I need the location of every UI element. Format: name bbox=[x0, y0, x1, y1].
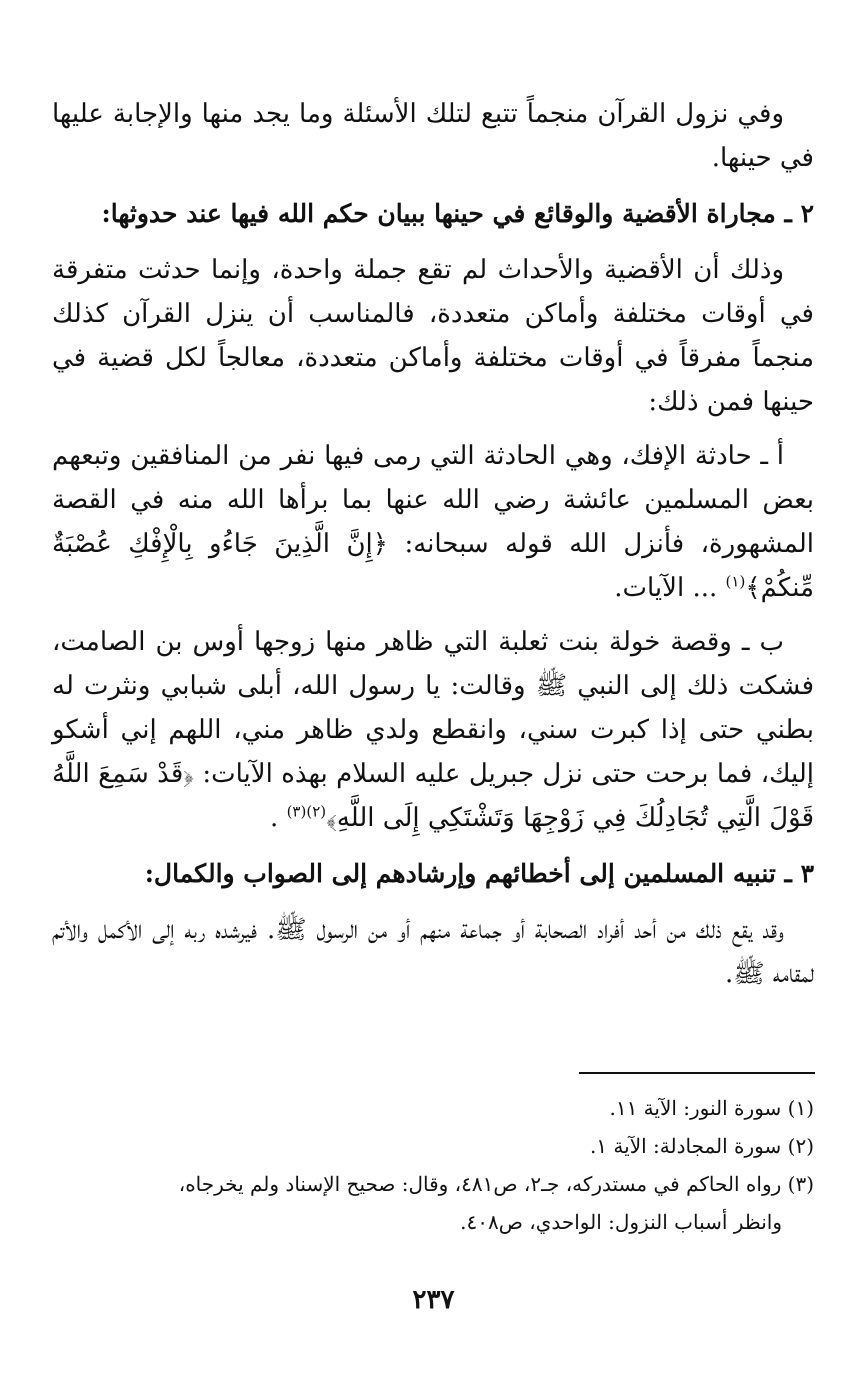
footnote-1: (١) سورة النور: الآية ١١. bbox=[609, 1096, 814, 1120]
quran-verse-ifk: ﴿إِنَّ الَّذِينَ جَاءُو بِالْإِفْكِ عُصْبَةٌ مِّنكُمْ﴾ bbox=[52, 529, 814, 603]
paragraph-intro: وفي نزول القرآن منجماً تتبع لتلك الأسئلة وما يجد منها والإجابة عليها في حينها. bbox=[52, 99, 814, 173]
footnotes bbox=[52, 1090, 814, 1242]
ifk-text: أ ـ حادثة الإفك، وهي الحادثة التي رمى فيها نفر من المنافقين وتبعهم بعض المسلمين عائشة رضي الله عنها بما برأها الله منه في القصة المشهورة، فأنزل الله قوله سبحانه: bbox=[52, 441, 814, 559]
heading-point-3: ٣ ـ تنبيه المسلمين إلى أخطائهم وإرشادهم إلى الصواب والكمال: bbox=[144, 859, 814, 888]
paragraph-ifk bbox=[52, 434, 814, 610]
quran-verse-mujadala: ﴿قَدْ سَمِعَ اللَّهُ قَوْلَ الَّتِي تُجَادِلُكَ فِي زَوْجِهَا وَتَشْتَكِي إِلَى اللَّهِ﴾ bbox=[52, 759, 814, 833]
footnote-divider bbox=[579, 1072, 815, 1074]
footnote-ref-1: (١) bbox=[725, 572, 746, 591]
footnote-ref-2-3: (٢)(٣) bbox=[286, 802, 327, 821]
page-number: ٢٣٧ bbox=[412, 1285, 455, 1315]
khawla-end: . bbox=[270, 803, 279, 833]
footnote-3: (٣) رواه الحاكم في مستدركه، جـ٢، ص٤٨١، وقال: صحيح الإسناد ولم يخرجاه، bbox=[178, 1172, 814, 1196]
footnote-3-continued: وانظر أسباب النزول: الواحدي، ص٤٠٨. bbox=[460, 1210, 782, 1234]
khawla-text: ب ـ وقصة خولة بنت ثعلبة التي ظاهر منها زوجها أوس بن الصامت، فشكت ذلك إلى النبي ﷺ وقالت: يا رسول الله، أبلى شبابي ونثرت له بطني حتى إذا كبرت سني، وانقطع ولدي ظاهر مني، اللهم إني أشكو إليك، فما برحت حتى نزل جبريل عليه السلام بهذه الآيات: bbox=[52, 627, 814, 789]
paragraph-point-2: وذلك أن الأقضية والأحداث لم تقع جملة واحدة، وإنما حدثت متفرقة في أوقات مختلفة وأماكن متعددة، فالمناسب أن ينزل القرآن كذلك منجماً مفرقاً في أوقات مختلفة وأماكن متعددة، معالجاً لكل قضية في حينها فمن ذلك: bbox=[52, 255, 814, 417]
ifk-end: ... الآيات. bbox=[614, 573, 718, 603]
heading-point-2: ٢ ـ مجاراة الأقضية والوقائع في حينها ببيان حكم الله فيها عند حدوثها: bbox=[101, 199, 814, 228]
paragraph-khawla bbox=[52, 620, 814, 840]
paragraph-point-3: وقد يقع ذلك من أحد أفراد الصحابة أو جماعة منهم أو من الرسول ﷺ. فيرشده ربه إلى الأكمل والأتم لمقامه ﷺ. bbox=[52, 915, 814, 989]
footnote-2: (٢) سورة المجادلة: الآية ١. bbox=[589, 1134, 814, 1158]
main-text bbox=[52, 92, 814, 1006]
